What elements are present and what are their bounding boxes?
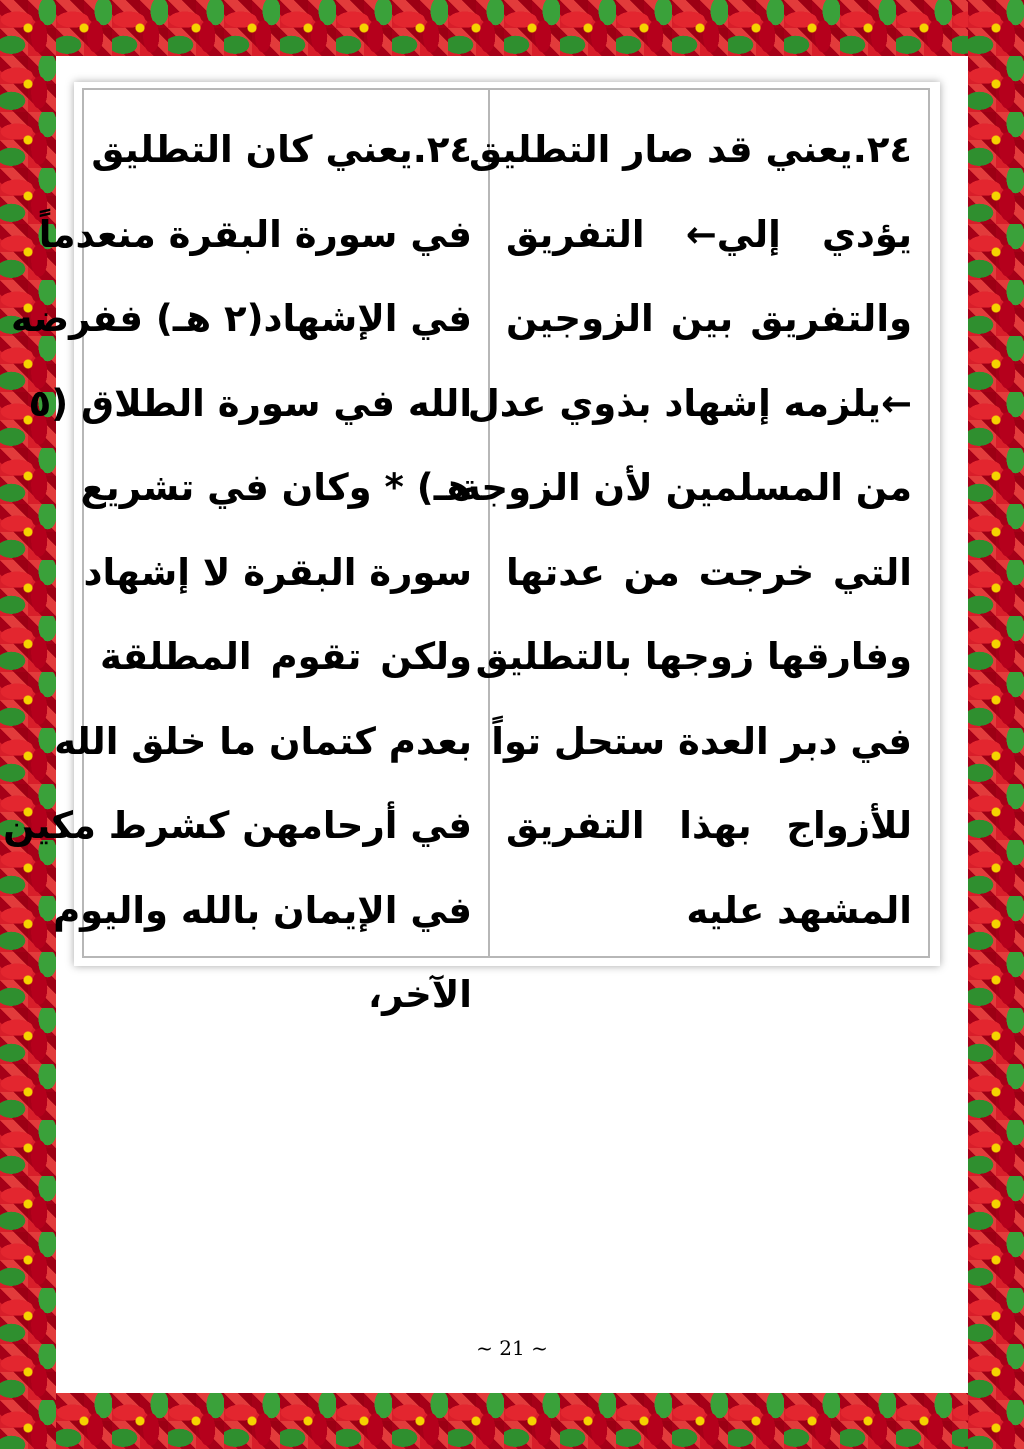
left-column [3, 90, 488, 1016]
floral-border-right [968, 0, 1024, 1449]
left-line-6: سورة البقرة لا إشهاد [83, 550, 472, 594]
left-line-4: الله في سورة الطلاق (٥ [28, 381, 472, 425]
right-line-9: للأزواج بهذا التفريق [506, 804, 912, 847]
left-line-7: ولكن تقوم المطلقة [100, 635, 472, 678]
left-line-1: ٢٤.يعني كان التطليق [91, 128, 472, 171]
right-line-10: المشهد عليه [686, 888, 912, 932]
right-column [458, 90, 928, 956]
left-line-9: في أرحامهن كشرط مكين [3, 804, 472, 847]
two-column-table [3, 88, 930, 1016]
right-line-3: والتفريق بين الزوجين [506, 297, 912, 340]
right-line-7: وفارقها زوجها بالتطليق [475, 635, 912, 678]
right-line-8: في دبر العدة ستحل تواً [491, 719, 912, 763]
left-line-10: في الإيمان بالله واليوم [53, 888, 472, 932]
left-line-8: بعدم كتمان ما خلق الله [54, 719, 472, 763]
right-line-1: ٢٤.يعني قد صار التطليق [468, 128, 912, 171]
page-number: ~ 21 ~ [476, 1336, 548, 1360]
right-line-4: ←يلزمه إشهاد بذوي عدل [467, 381, 912, 425]
left-line-5: هـ) * وكان في تشريع [80, 466, 472, 509]
text-card [3, 82, 940, 1016]
floral-border-bottom [0, 1393, 1024, 1449]
left-line-2: في سورة البقرة منعدماً [38, 212, 472, 256]
left-line-3: في الإشهاد(٢ هـ) ففرضه [10, 297, 472, 340]
right-line-5: من المسلمين لأن الزوجة [458, 466, 912, 509]
left-line-11: الآخر، [368, 973, 472, 1016]
right-line-2: يؤدي إلي← التفريق [506, 212, 912, 256]
right-line-6: التي خرجت من عدتها [506, 550, 912, 594]
floral-border-top [0, 0, 1024, 56]
